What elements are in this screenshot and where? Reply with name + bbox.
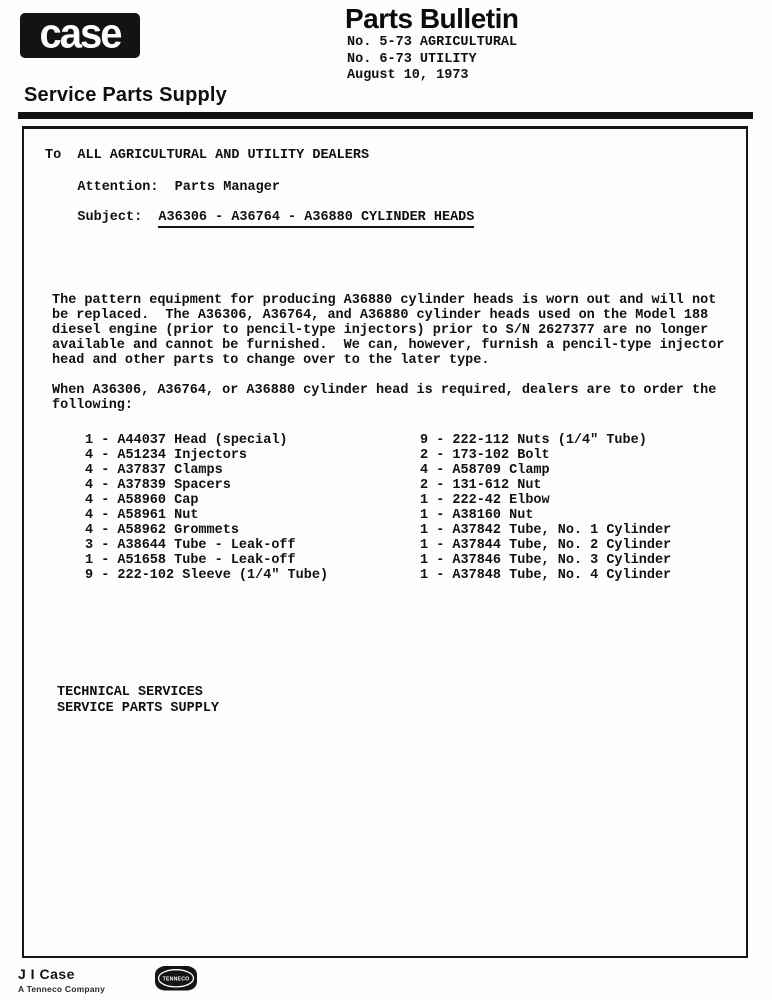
parts-list-item: 4 - A58962 Grommets — [85, 523, 239, 538]
parts-list-item: 2 - 173-102 Bolt — [420, 448, 550, 463]
bulletin-title: Parts Bulletin — [345, 3, 519, 34]
bulletin-meta-line: August 10, 1973 — [347, 68, 469, 83]
signature-line: SERVICE PARTS SUPPLY — [57, 700, 220, 716]
parts-list-item: 4 - A58709 Clamp — [420, 463, 550, 478]
parts-list-item: 1 - A37842 Tube, No. 1 Cylinder — [420, 523, 672, 538]
subject-line — [45, 210, 474, 225]
paragraph-line: following: — [52, 398, 134, 413]
paragraph-line: The pattern equipment for producing A36880 cylinder heads is worn out and will not — [52, 293, 717, 308]
parts-list-left — [85, 433, 328, 583]
to-line: To ALL AGRICULTURAL AND UTILITY DEALERS — [45, 148, 370, 163]
bulletin-meta — [347, 35, 517, 85]
case-logo — [20, 10, 140, 58]
bulletin-meta-line: No. 5-73 AGRICULTURAL — [347, 35, 518, 50]
case-logo-text: case — [39, 10, 121, 57]
paragraph-line: be replaced. The A36306, A36764, and A36880 cylinder heads used on the Model 188 — [52, 308, 709, 323]
signature-line: TECHNICAL SERVICES — [57, 685, 203, 700]
subject-label: Subject: — [45, 210, 159, 225]
paragraph-line: diesel engine (prior to pencil-type injectors) prior to S/N 2627377 are no longer — [52, 323, 709, 338]
parts-list-item: 9 - 222-112 Nuts (1/4" Tube) — [420, 433, 647, 448]
division-title: Service Parts Supply — [24, 84, 227, 106]
parts-list-item: 1 - 222-42 Elbow — [420, 493, 550, 508]
tenneco-logo — [154, 965, 198, 992]
parts-list-item: 1 - A38160 Nut — [420, 508, 534, 523]
tenneco-logo-text: TENNECO — [162, 976, 190, 983]
parts-list-item: 1 - A44037 Head (special) — [85, 433, 288, 448]
paragraph-line: When A36306, A36764, or A36880 cylinder head is required, dealers are to order the — [52, 383, 717, 398]
footer-brand: J I Case — [18, 966, 75, 982]
parts-list-item: 4 - A58960 Cap — [85, 493, 199, 508]
parts-list-item: 3 - A38644 Tube - Leak-off — [85, 538, 296, 553]
parts-list-item: 4 - A58961 Nut — [85, 508, 199, 523]
footer-brand-subtitle: A Tenneco Company — [18, 984, 105, 994]
body-paragraph-2 — [52, 383, 716, 413]
parts-list-item: 4 - A51234 Injectors — [85, 448, 248, 463]
bulletin-meta-line: No. 6-73 UTILITY — [347, 51, 477, 67]
body-paragraph-1 — [52, 293, 724, 368]
parts-list-right — [420, 433, 671, 583]
parts-list-item: 4 - A37839 Spacers — [85, 478, 231, 493]
parts-list-item: 4 - A37837 Clamps — [85, 463, 223, 478]
parts-list-item: 1 - A51658 Tube - Leak-off — [85, 553, 296, 568]
parts-list-item: 1 - A37846 Tube, No. 3 Cylinder — [420, 553, 672, 568]
parts-list-item: 1 - A37848 Tube, No. 4 Cylinder — [420, 568, 672, 583]
parts-list-item: 2 - 131-612 Nut — [420, 478, 542, 493]
parts-list-item: 9 - 222-102 Sleeve (1/4" Tube) — [85, 568, 329, 583]
signature-block — [57, 685, 219, 716]
subject-text: A36306 - A36764 - A36880 CYLINDER HEADS — [158, 210, 474, 228]
paragraph-line: head and other parts to change over to the later type. — [52, 353, 490, 368]
attention-line: Attention: Parts Manager — [45, 180, 280, 195]
paragraph-line: available and cannot be furnished. We can, however, furnish a pencil-type injector — [52, 338, 725, 353]
divider-bar — [18, 112, 753, 119]
parts-list-item: 1 - A37844 Tube, No. 2 Cylinder — [420, 538, 672, 553]
